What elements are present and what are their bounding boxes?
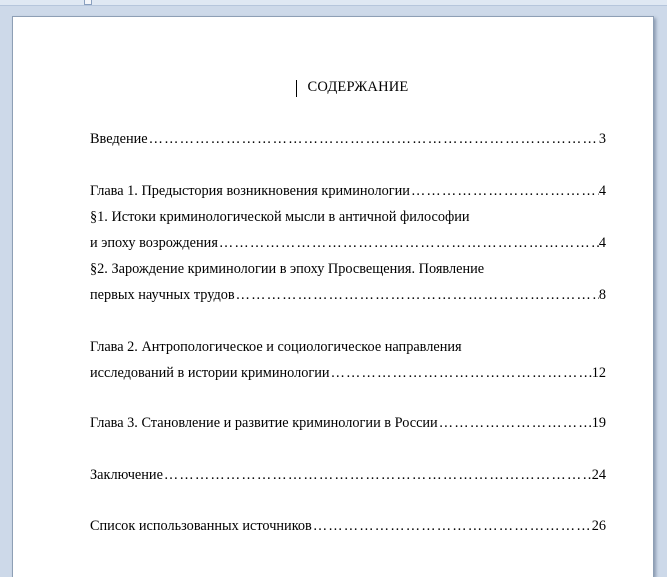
toc-entry-introduction — [90, 131, 606, 149]
toc-dot-leader — [411, 183, 599, 200]
toc-entry-text: Список использованных источников — [90, 518, 312, 534]
toc-entry-text: первых научных трудов — [90, 287, 235, 303]
toc-entry-text: Введение — [90, 131, 148, 147]
toc-entry-chapter-3 — [90, 415, 606, 433]
indent-marker[interactable] — [84, 0, 92, 5]
toc-entry-chapter-2-line-1 — [90, 339, 606, 357]
document-page[interactable] — [12, 16, 654, 577]
toc-entry-text: Заключение — [90, 467, 163, 483]
toc-entry-text: Глава 1. Предыстория возникновения криминологии — [90, 183, 410, 199]
toc-entry-conclusion — [90, 467, 606, 485]
toc-page-number: 19 — [591, 415, 606, 431]
toc-entry-chapter-1 — [90, 183, 606, 201]
toc-entry-chapter-2-line-2 — [90, 365, 606, 383]
toc-page-number: 24 — [591, 467, 606, 483]
toc-entry-sources — [90, 518, 606, 536]
toc-dot-leader — [164, 467, 592, 484]
toc-entry-text: §1. Истоки криминологической мысли в античной философии — [90, 209, 470, 225]
page-title: СОДЕРЖАНИЕ — [307, 79, 409, 95]
toc-page-number: 3 — [598, 131, 606, 147]
toc-entry-section-2-line-2 — [90, 287, 606, 305]
toc-entry-section-2-line-1 — [90, 261, 606, 279]
toc-entry-section-1-line-1 — [90, 209, 606, 227]
toc-dot-leader — [149, 131, 599, 148]
toc-page-number: 26 — [591, 518, 606, 534]
toc-page-number: 8 — [598, 287, 606, 303]
toc-dot-leader — [439, 415, 592, 432]
toc-page-number: 12 — [591, 365, 606, 381]
toc-dot-leader — [331, 365, 592, 382]
toc-entry-section-1-line-2 — [90, 235, 606, 253]
toc-entry-text: §2. Зарождение криминологии в эпоху Просвещения. Появление — [90, 261, 485, 277]
toc-entry-text: и эпоху возрождения — [90, 235, 218, 251]
horizontal-ruler[interactable] — [0, 0, 667, 6]
toc-page-number: 4 — [598, 235, 606, 251]
toc-entry-text: Глава 3. Становление и развитие криминологии в России — [90, 415, 438, 431]
toc-dot-leader — [313, 518, 592, 535]
toc-entry-text: Глава 2. Антропологическое и социологическое направления — [90, 339, 462, 355]
toc-page-number: 4 — [598, 183, 606, 199]
toc-dot-leader — [219, 235, 599, 252]
toc-dot-leader — [236, 287, 599, 304]
toc-entry-text: исследований в истории криминологии — [90, 365, 330, 381]
